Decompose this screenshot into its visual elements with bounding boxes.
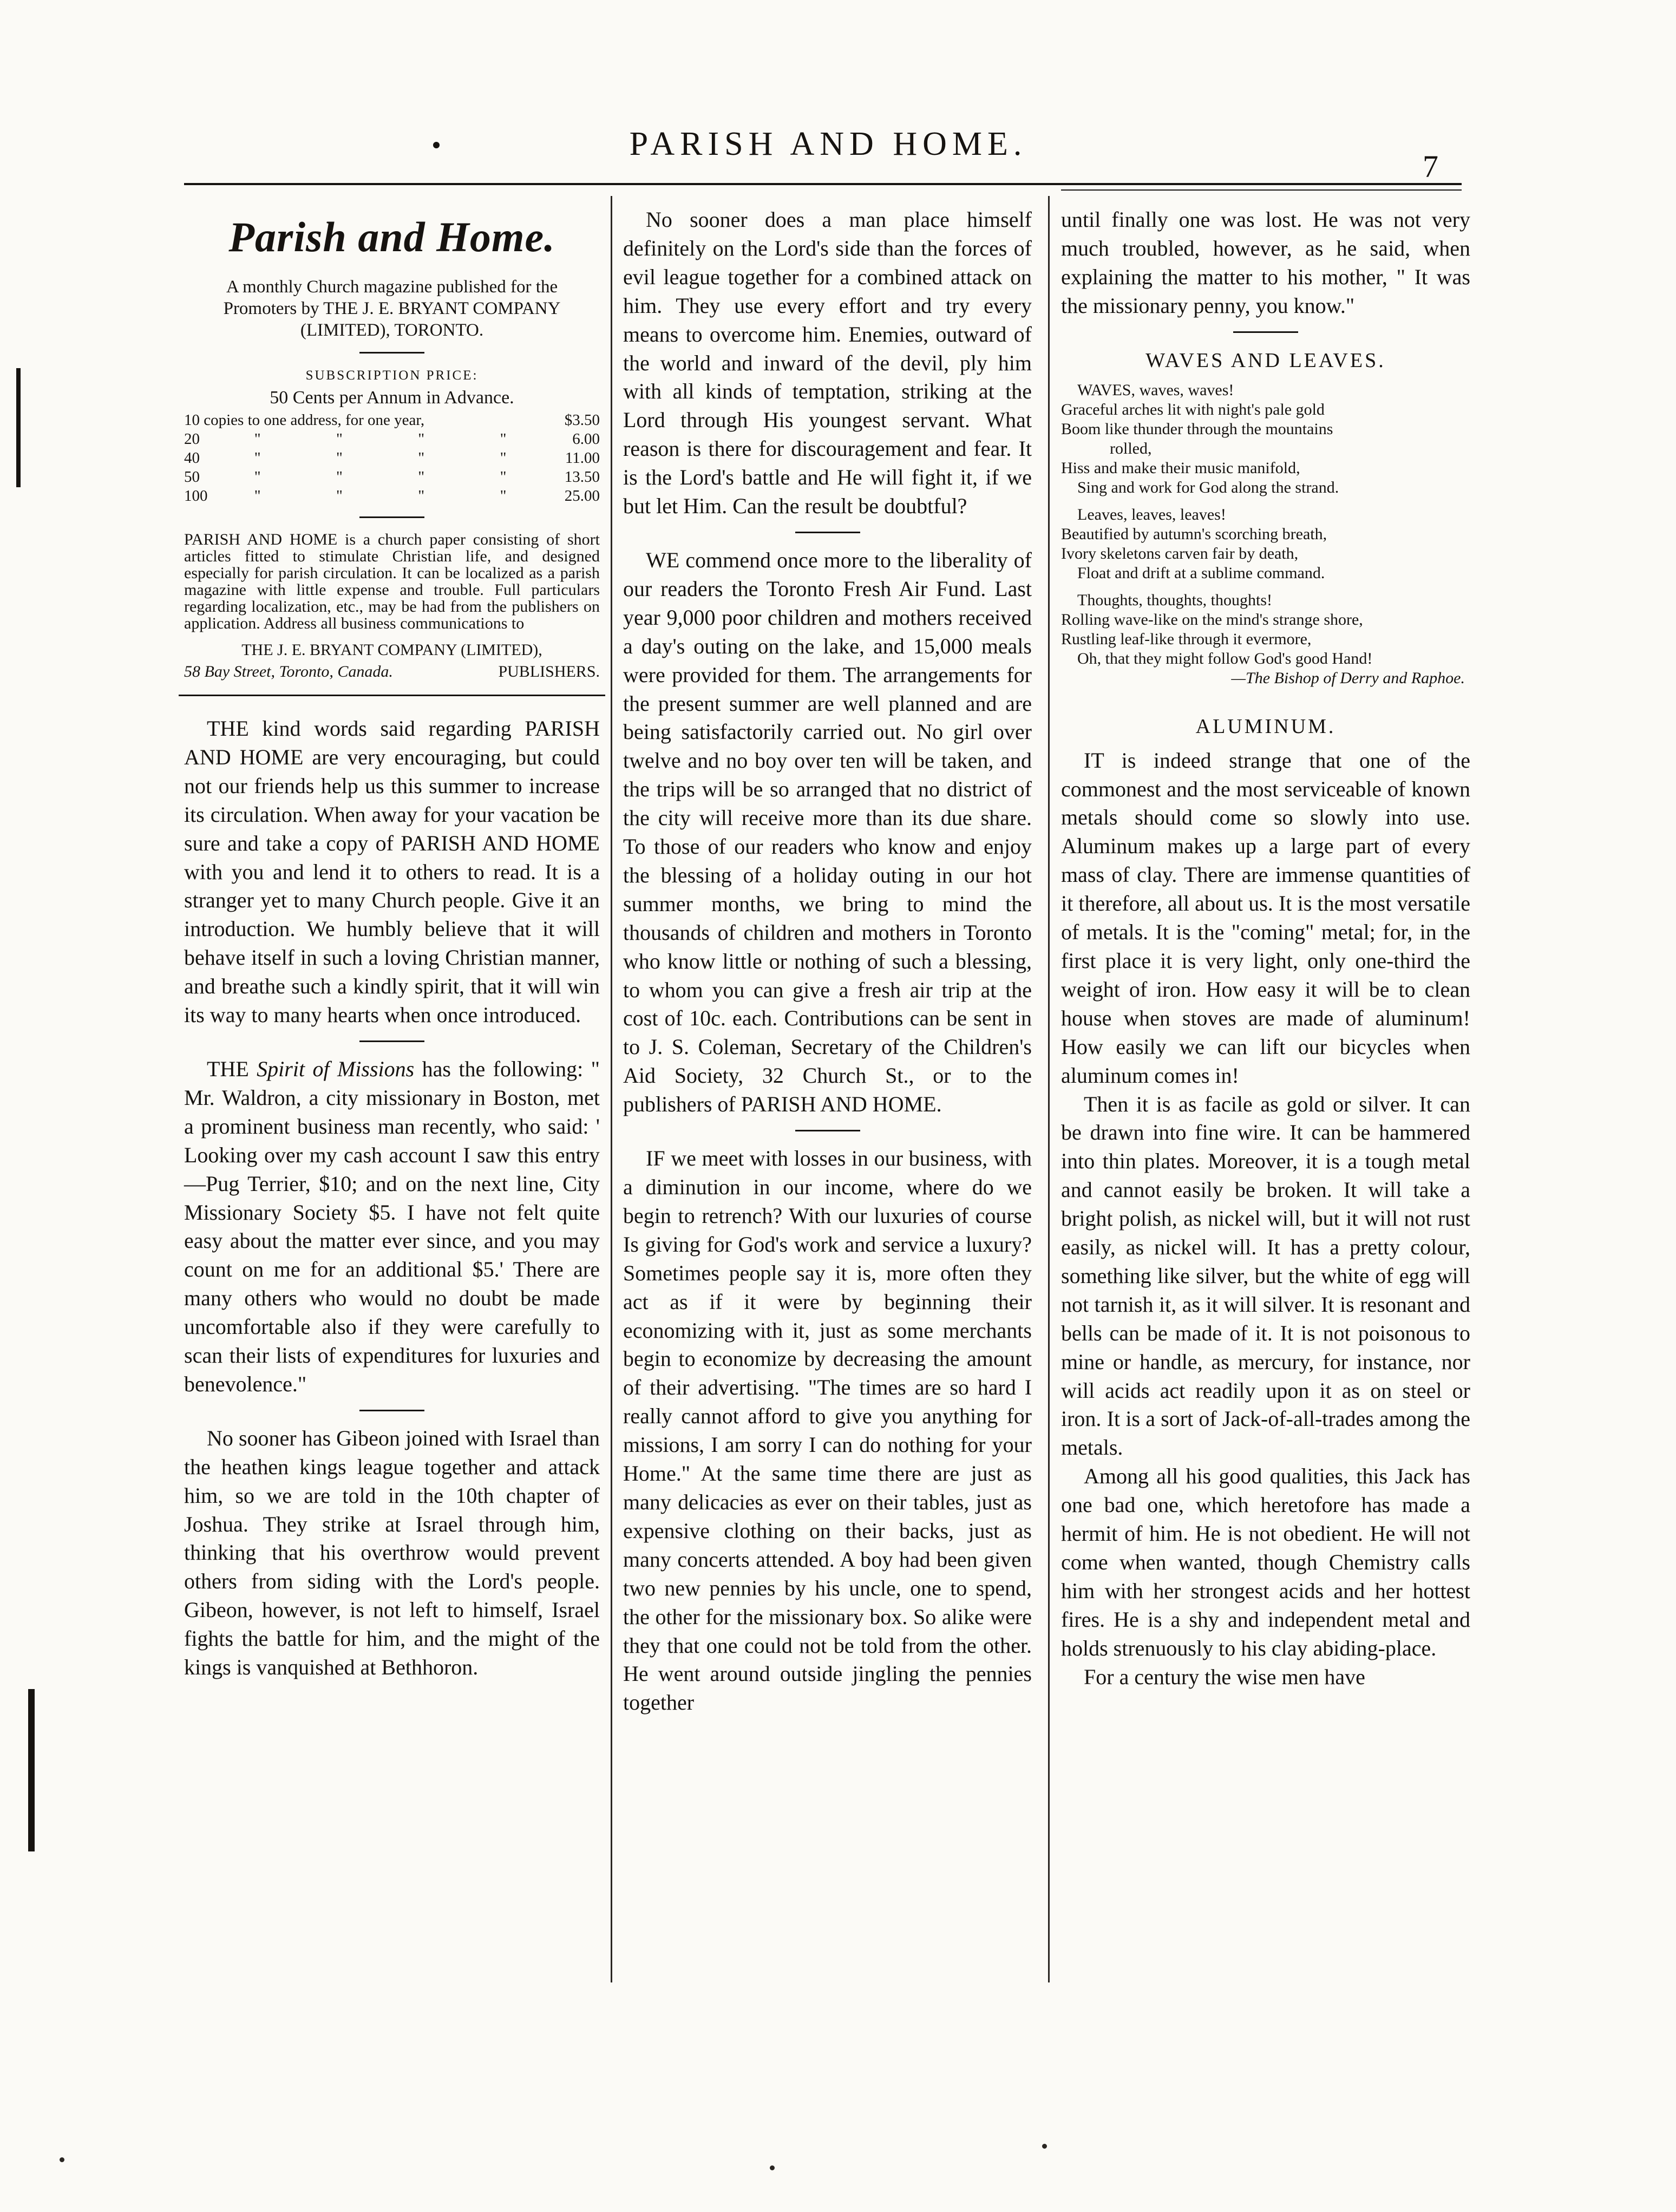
header-rule	[184, 183, 1462, 185]
poem-line: Float and drift at a sublime command.	[1077, 564, 1325, 582]
ditto-mark: "	[418, 449, 425, 467]
poem-line: Ivory skeletons carven fair by death,	[1061, 544, 1299, 562]
rate-price: $3.50	[564, 411, 600, 429]
poem-line: Graceful arches lit with night's pale gold	[1061, 400, 1325, 418]
paragraph: Among all his good qualities, this Jack has one bad one, which heretofore has made a hermit of him. He is not obedient. He will not come when wanted, though Chemistry calls him with her strongest acids and her hottest fires. He is a shy and independent metal and holds strenuously to his clay abiding-place.	[1061, 1464, 1470, 1660]
margin-mark	[28, 1689, 35, 1851]
rule	[359, 516, 424, 518]
column-divider-right	[1048, 196, 1050, 1982]
ditto-mark: "	[336, 487, 343, 505]
header-rule-secondary	[1061, 189, 1462, 191]
masthead-title: Parish and Home.	[228, 213, 555, 260]
rule	[359, 352, 424, 354]
ditto-mark: "	[500, 487, 507, 505]
paragraph: THE kind words said regarding PARISH AND HOME are very encouraging, but could not our friends help us this summer to increase its circulation. When away for your vacation be sure and take a copy of PARISH AND HOME with you and lend it to others to read. It is a stranger yet to many Church people. Give it an introduction. We humbly believe that it will behave itself in such a loving Christian manner, and breathe such a kindly spirit, that it will win its way to many hearts when once introduced.	[184, 716, 600, 1028]
paragraph: IT is indeed strange that one of the commonest and the most serviceable of known metals should come so slowly into use. Aluminum makes up a large part of every mass of clay. There are immense quantities of it therefore, all about us. It is the most versatile of metals. It is the "coming" metal; for, in the first place it is very light, only one-third the weight of iron. How easy it will be to clean house when stoves are made of aluminum! How easily we can lift our bicycles when aluminum comes in!	[1061, 748, 1470, 1088]
poem-line: Hiss and make their music manifold,	[1061, 459, 1300, 477]
paragraph: WE commend once more to the liberality of our readers the Toronto Fresh Air Fund. Last year 9,000 poor children and mothers received a day's outing on the lake, and 15,000 meals were provided for them. The arrangements for the present summer are well planned and are being satisfactorily carried out. No girl over twelve and no boy over ten will be taken, and the trips will be so arranged that no district of the city will receive more than its due share. To those of our readers who know and enjoy the blessing of a holiday outing in our hot summer months, we bring to mind the thousands of children and mothers in Toronto who know little or nothing of such a blessing, to whom you can give a fresh air trip at the cost of 10c. each. Contributions can be sent in to J. S. Coleman, Secretary of the Children's Aid Society, 32 Church St., or to the publishers of PARISH AND HOME.	[623, 547, 1032, 1117]
publisher-name: THE J. E. BRYANT COMPANY (LIMITED),	[241, 641, 542, 659]
rate-copies: 10 copies to one address, for one year,	[184, 411, 425, 429]
subscription-title: SUBSCRIPTION PRICE:	[305, 368, 479, 383]
poem-line: WAVES, waves, waves!	[1077, 381, 1234, 399]
print-speck	[770, 2165, 775, 2170]
publisher-label: PUBLISHERS.	[498, 663, 600, 680]
paragraph: No sooner does a man place himself definitely on the Lord's side than the forces of evil league together for a combined attack on him. They use every effort and try every means to overcome him. Enemies, outward of the world and inward of the devil, ply him with all kinds of temptation, striking at the Lord through His youngest servant. What reason is there for discouragement and fear. It is the Lord's battle and He will fight it, if we but let Him. Can the result be doubtful?	[623, 207, 1032, 519]
column-3	[1061, 206, 1470, 1692]
page-number: 7	[1423, 149, 1438, 184]
ditto-mark: "	[418, 487, 425, 505]
poem-line: Beautified by autumn's scorching breath,	[1061, 525, 1327, 543]
poem-line: rolled,	[1110, 439, 1152, 457]
column-2	[623, 206, 1032, 1717]
paragraph	[184, 1055, 600, 1399]
rule	[795, 1130, 860, 1131]
about-paragraph: PARISH AND HOME is a church paper consisting of short articles fitted to stimulate Christian life, and designed especially for parish circulation. It can be localized as a parish magazine with little expense and trouble. Full particulars regarding localization, etc., may be had from the publishers on application. Address all business communications to	[184, 531, 600, 632]
rate-row	[184, 430, 600, 449]
poem-line: Leaves, leaves, leaves!	[1077, 505, 1226, 523]
header-dot-ornament	[433, 142, 440, 148]
rate-copies: 100	[184, 487, 208, 505]
rate-copies: 50	[184, 468, 200, 486]
paragraph: Then it is as facile as gold or silver. It can be drawn into fine wire. It can be hammered into thin plates. Moreover, it is a tough metal and cannot easily be broken. It will take a bright polish, as nickel will, but it will not rust easily, as nickel will. It has a pretty colour, something like silver, but the white of egg will not tarnish it, as it will silver. It is resonant and bells can be made of it. It is not poisonous to mine or handle, as mercury, for instance, nor will acids act readily upon it as on steel or iron. It is a sort of Jack-of-all-trades among the metals.	[1061, 1091, 1470, 1460]
article-title: ALUMINUM.	[1195, 715, 1336, 738]
paragraph-text: has the following: " Mr. Waldron, a city missionary in Boston, met a prominent business man recently, who said: ' Looking over my cash account I saw this entry—Pug Terrier, $10; and on the next line, City Missionary Society $5. I have not felt quite easy about the matter ever since, and you may count on me for an additional $5.' There are many others who would no doubt be made uncomfortable also if they were carefully to scan their lists of expenditures for luxuries and benevolence."	[184, 1056, 600, 1396]
ditto-mark: "	[254, 430, 261, 448]
rate-row	[184, 468, 600, 487]
poem-line: Sing and work for God along the strand.	[1077, 478, 1339, 496]
rate-row	[184, 487, 600, 506]
ditto-mark: "	[336, 449, 343, 467]
print-speck	[1042, 2144, 1047, 2149]
stanza-break	[1061, 583, 1470, 591]
poem-line: Oh, that they might follow God's good Hand!	[1077, 649, 1373, 667]
rate-price: 11.00	[565, 449, 600, 467]
rate-price: 13.50	[564, 468, 600, 486]
poem-line: Boom like thunder through the mountains	[1061, 420, 1333, 438]
masthead-rule	[179, 695, 605, 696]
rate-copies: 40	[184, 449, 200, 467]
rate-price: 6.00	[572, 430, 600, 448]
ditto-mark: "	[418, 468, 425, 486]
ditto-mark: "	[336, 468, 343, 486]
masthead-description: A monthly Church magazine published for the Promoters by THE J. E. BRYANT COMPANY (LIMITED), TORONTO.	[223, 277, 561, 340]
rate-price: 25.00	[564, 487, 600, 505]
ditto-mark: "	[500, 430, 507, 448]
ditto-mark: "	[254, 487, 261, 505]
ditto-mark: "	[336, 430, 343, 448]
rate-copies: 20	[184, 430, 200, 448]
ditto-mark: "	[418, 430, 425, 448]
rule	[359, 1040, 424, 1042]
publisher-address-line	[184, 661, 600, 683]
ditto-mark: "	[254, 468, 261, 486]
paragraph: For a century the wise men have	[1084, 1664, 1365, 1689]
rate-row	[184, 449, 600, 468]
margin-mark	[16, 368, 21, 487]
subscription-price: 50 Cents per Annum in Advance.	[270, 388, 514, 408]
rule	[1233, 331, 1298, 333]
paragraph: No sooner has Gibeon joined with Israel than the heathen kings league together and attack him, so we are told in the 10th chapter of Joshua. They strike at Israel through him, thinking that his overthrow would prevent others from siding with the Lord's people. Gibeon, however, is not left to himself, Israel fights the battle for him, and the might of the kings is vanquished at Bethhoron.	[184, 1425, 600, 1680]
paragraph: until finally one was lost. He was not very much troubled, however, as he said, when explaining the matter to his mother, " It was the missionary penny, you know."	[1061, 207, 1470, 318]
stanza-break	[1061, 498, 1470, 505]
ditto-mark: "	[254, 449, 261, 467]
poem-title: WAVES AND LEAVES.	[1145, 349, 1386, 372]
rate-table	[184, 411, 600, 506]
lead-word: THE	[207, 1056, 249, 1081]
publication-title: Spirit of Missions	[257, 1056, 415, 1081]
poem-line: Rolling wave-like on the mind's strange shore,	[1061, 610, 1363, 629]
poem-line: Rustling leaf-like through it evermore,	[1061, 630, 1312, 648]
rule	[795, 532, 860, 533]
print-speck	[60, 2157, 64, 2162]
running-head: PARISH AND HOME.	[629, 126, 1027, 162]
poem-line: Thoughts, thoughts, thoughts!	[1077, 591, 1273, 609]
poem	[1061, 381, 1470, 688]
rate-row	[184, 411, 600, 430]
column-divider-left	[611, 196, 612, 1982]
publisher-address: 58 Bay Street, Toronto, Canada.	[184, 663, 393, 680]
poem-attribution: —The Bishop of Derry and Raphoe.	[1231, 669, 1465, 687]
column-1	[184, 206, 600, 1682]
paragraph: IF we meet with losses in our business, with a diminution in our income, where do we begin to retrench? With our luxuries of course Is giving for God's work and service a luxury? Sometimes people say it is, more often they act as if it were by beginning their economizing with it, just as some merchants begin to economize by decreasing the amount of their advertising. "The times are so hard I really cannot afford to give you anything for missions, I am sorry I can do nothing for your Home." At the same time there are just as many delicacies as ever on their tables, just as expensive clothing on their backs, just as many concerts attended. A boy had been given two new pennies by his uncle, one to spend, the other for the missionary box. So alike were they that one could not be told from the other. He went around outside jingling the pennies together	[623, 1146, 1032, 1715]
ditto-mark: "	[500, 449, 507, 467]
ditto-mark: "	[500, 468, 507, 486]
rule	[359, 1410, 424, 1411]
spacer	[1061, 688, 1470, 708]
